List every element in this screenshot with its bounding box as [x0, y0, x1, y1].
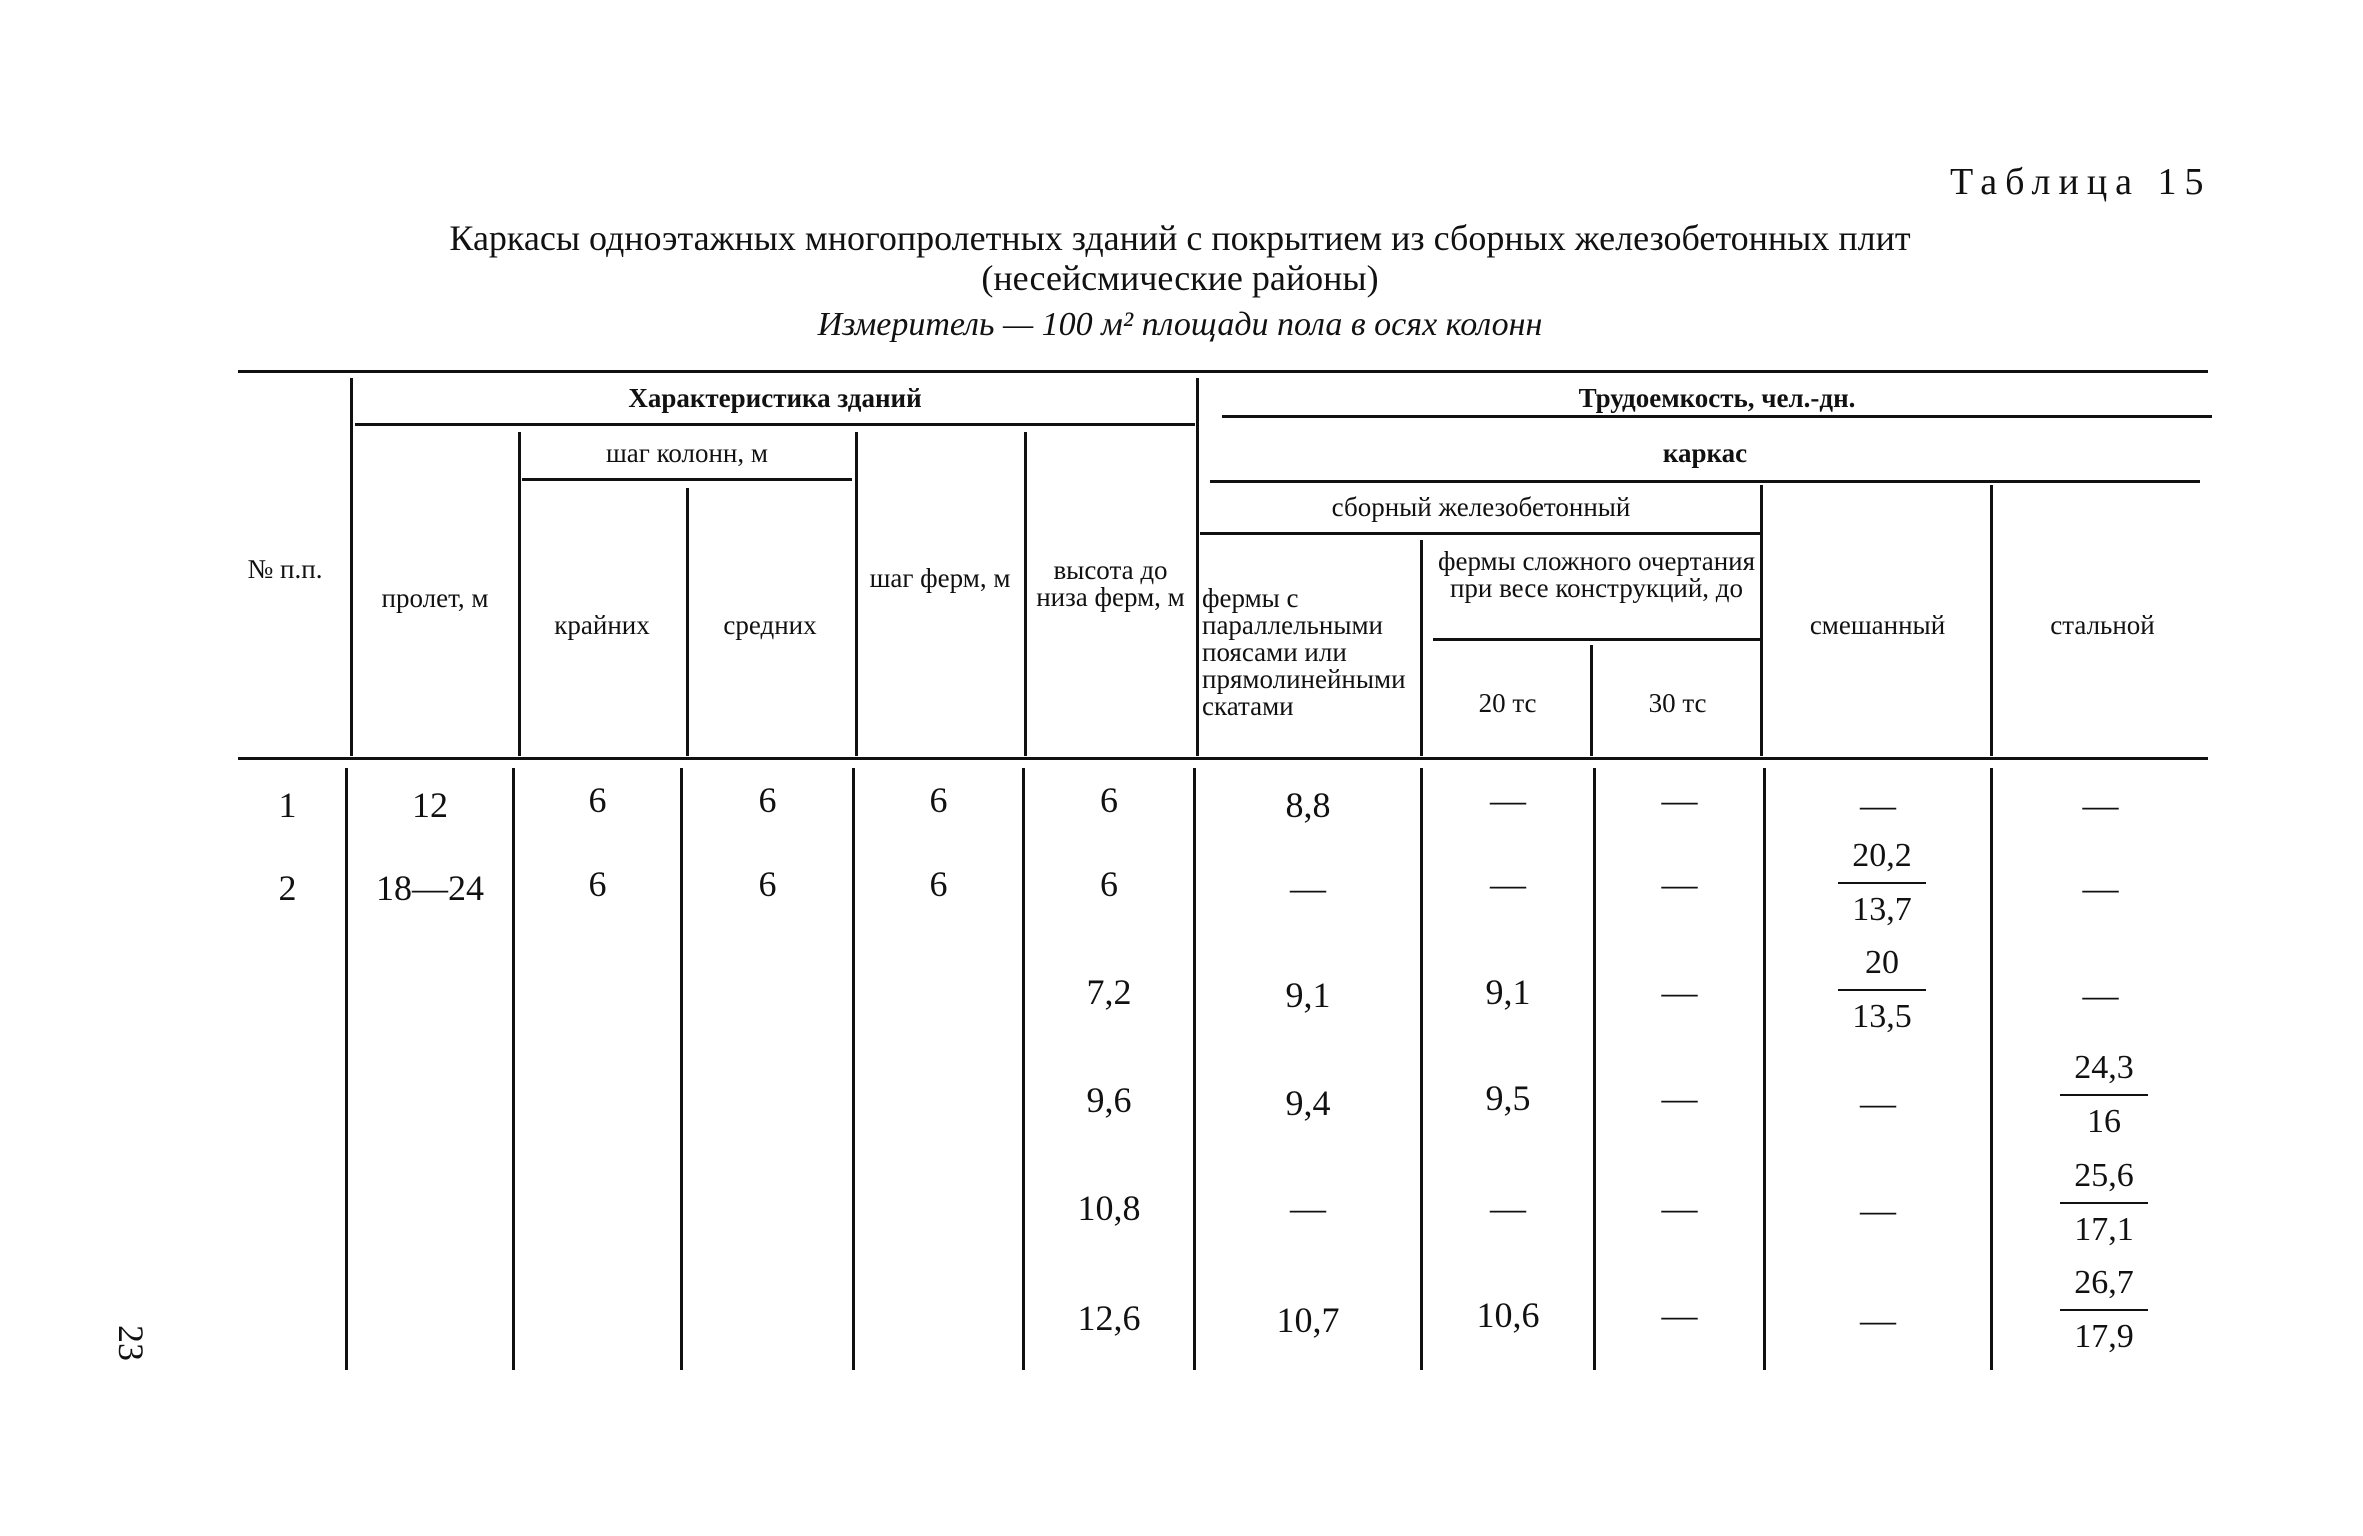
- cell-mixed: —: [1860, 1083, 1896, 1123]
- fraction-bar: [2060, 1094, 2148, 1096]
- vline-b-4: [852, 768, 855, 1370]
- cell-parallel: 10,7: [1276, 1300, 1340, 1340]
- vline-h-7: [1420, 540, 1423, 756]
- fraction-denominator: 13,5: [1852, 998, 1912, 1035]
- fraction-denominator: 17,1: [2074, 1211, 2134, 1248]
- header-complex-truss: фермы сложного очертания при весе конструкций, до: [1437, 546, 1756, 603]
- header-labor: Трудоемкость, чел.-дн.: [1578, 383, 1856, 413]
- cell-height: 6: [1100, 780, 1118, 820]
- page-number: 23: [111, 1325, 151, 1361]
- vline-b-2: [512, 768, 515, 1370]
- cell-parallel: 8,8: [1285, 785, 1331, 825]
- cell-truss-step: 6: [929, 780, 948, 820]
- vline-b-9: [1763, 768, 1766, 1370]
- table-number: Таблица 15: [1950, 161, 2212, 203]
- fraction-bar: [1838, 882, 1926, 884]
- header-number: № п.п.: [247, 554, 323, 584]
- cell-30ts: —: [1661, 1078, 1698, 1118]
- cell-steel-fraction: [2060, 1050, 2148, 1140]
- cell-parallel: —: [1290, 1188, 1326, 1228]
- fraction-numerator: 20: [1865, 944, 1899, 981]
- vline-h-8: [1590, 645, 1593, 756]
- cell-middle: 6: [758, 780, 777, 820]
- header-precast: сборный железобетонный: [1331, 492, 1631, 522]
- cell-20ts: —: [1490, 864, 1526, 904]
- cell-height: 7,2: [1086, 972, 1132, 1012]
- cell-20ts: 10,6: [1476, 1295, 1540, 1335]
- cell-height: 10,8: [1077, 1188, 1141, 1228]
- header-characteristics: Характеристика зданий: [628, 383, 922, 413]
- fraction-denominator: 16: [2087, 1103, 2121, 1140]
- cell-mixed-fraction: [1838, 945, 1926, 1035]
- cell-parallel: 9,1: [1285, 975, 1331, 1015]
- cell-parallel: 9,4: [1285, 1083, 1331, 1123]
- cell-middle: 6: [758, 864, 777, 904]
- table-title: [300, 218, 2060, 298]
- cell-20ts: —: [1490, 780, 1526, 820]
- header-20ts: 20 тс: [1478, 688, 1537, 718]
- cell-outer: 6: [588, 780, 607, 820]
- cell-parallel: —: [1290, 868, 1326, 908]
- header-truss-height: высота до низа ферм, м: [1036, 555, 1185, 612]
- vline-h-2: [518, 432, 521, 756]
- cell-20ts: 9,5: [1485, 1078, 1531, 1118]
- header-outer: крайних: [554, 610, 650, 640]
- vline-h-10: [1990, 485, 1993, 756]
- cell-30ts: —: [1661, 780, 1698, 820]
- cell-steel: —: [2082, 975, 2119, 1015]
- cell-steel-fraction: [2060, 1265, 2148, 1355]
- fraction-numerator: 25,6: [2074, 1157, 2134, 1194]
- rule-under-frame: [1210, 480, 2200, 483]
- vline-b-7: [1420, 768, 1423, 1370]
- cell-30ts: —: [1661, 1188, 1698, 1228]
- fraction-bar: [1838, 989, 1926, 991]
- header-30ts: 30 тс: [1648, 688, 1707, 718]
- cell-span: 18—24: [376, 868, 484, 908]
- cell-mixed: —: [1860, 1190, 1896, 1230]
- fraction-bar: [2060, 1309, 2148, 1311]
- vline-b-10: [1990, 768, 1993, 1370]
- header-frame: каркас: [1662, 438, 1748, 468]
- vline-h-5: [1024, 432, 1027, 756]
- cell-truss-step: 6: [929, 864, 948, 904]
- cell-mixed: —: [1860, 785, 1896, 825]
- vline-b-5: [1022, 768, 1025, 1370]
- vline-h-4: [855, 432, 858, 756]
- title-line-1: Каркасы одноэтажных многопролетных зданий с покрытием из сборных железобетонных плит: [449, 218, 1911, 258]
- header-mixed: смешанный: [1809, 610, 1946, 640]
- cell-span: 12: [412, 785, 448, 825]
- header-span: пролет, м: [381, 583, 489, 613]
- rule-under-characteristics: [355, 423, 1195, 426]
- header-column-step: шаг колонн, м: [606, 438, 768, 468]
- rule-under-precast: [1200, 532, 1762, 535]
- cell-30ts: —: [1661, 972, 1698, 1012]
- measurement-unit: Измеритель — 100 м² площади пола в осях колонн: [817, 306, 1543, 343]
- cell-mixed-fraction: [1838, 838, 1926, 928]
- vline-h-3: [686, 488, 689, 756]
- rule-under-column-step: [522, 478, 852, 481]
- cell-outer: 6: [588, 864, 607, 904]
- cell-height: 6: [1100, 864, 1118, 904]
- rule-under-complex: [1433, 638, 1760, 641]
- header-truss-step: шаг ферм, м: [869, 563, 1011, 593]
- cell-30ts: —: [1661, 1295, 1698, 1335]
- vline-b-1: [345, 768, 348, 1370]
- cell-steel: —: [2082, 785, 2119, 825]
- cell-steel-fraction: [2060, 1158, 2148, 1248]
- top-rule: [238, 370, 2208, 373]
- vline-h-1: [350, 378, 353, 756]
- header-parallel-truss: фермы с параллельными поясами или прямолинейными скатами: [1202, 583, 1406, 721]
- cell-num: 2: [278, 868, 297, 908]
- vline-b-3: [680, 768, 683, 1370]
- vline-h-6: [1196, 378, 1199, 756]
- title-line-2: (несейсмические районы): [981, 258, 1379, 298]
- header-middle: средних: [723, 610, 817, 640]
- cell-num: 1: [278, 785, 297, 825]
- fraction-numerator: 20,2: [1852, 837, 1912, 874]
- fraction-numerator: 26,7: [2074, 1264, 2134, 1301]
- vline-b-6: [1193, 768, 1196, 1370]
- rule-under-labor: [1222, 415, 2212, 418]
- cell-20ts: 9,1: [1485, 972, 1531, 1012]
- cell-30ts: —: [1661, 864, 1698, 904]
- cell-mixed: —: [1860, 1300, 1896, 1340]
- fraction-numerator: 24,3: [2074, 1049, 2134, 1086]
- vline-b-8: [1593, 768, 1596, 1370]
- cell-height: 9,6: [1086, 1080, 1132, 1120]
- cell-steel: —: [2082, 868, 2119, 908]
- cell-height: 12,6: [1077, 1298, 1141, 1338]
- fraction-denominator: 13,7: [1852, 891, 1912, 928]
- header-steel: стальной: [2050, 610, 2155, 640]
- header-bottom-rule: [238, 757, 2208, 760]
- fraction-denominator: 17,9: [2074, 1318, 2134, 1355]
- cell-20ts: —: [1490, 1188, 1526, 1228]
- fraction-bar: [2060, 1202, 2148, 1204]
- vline-h-9: [1760, 485, 1763, 756]
